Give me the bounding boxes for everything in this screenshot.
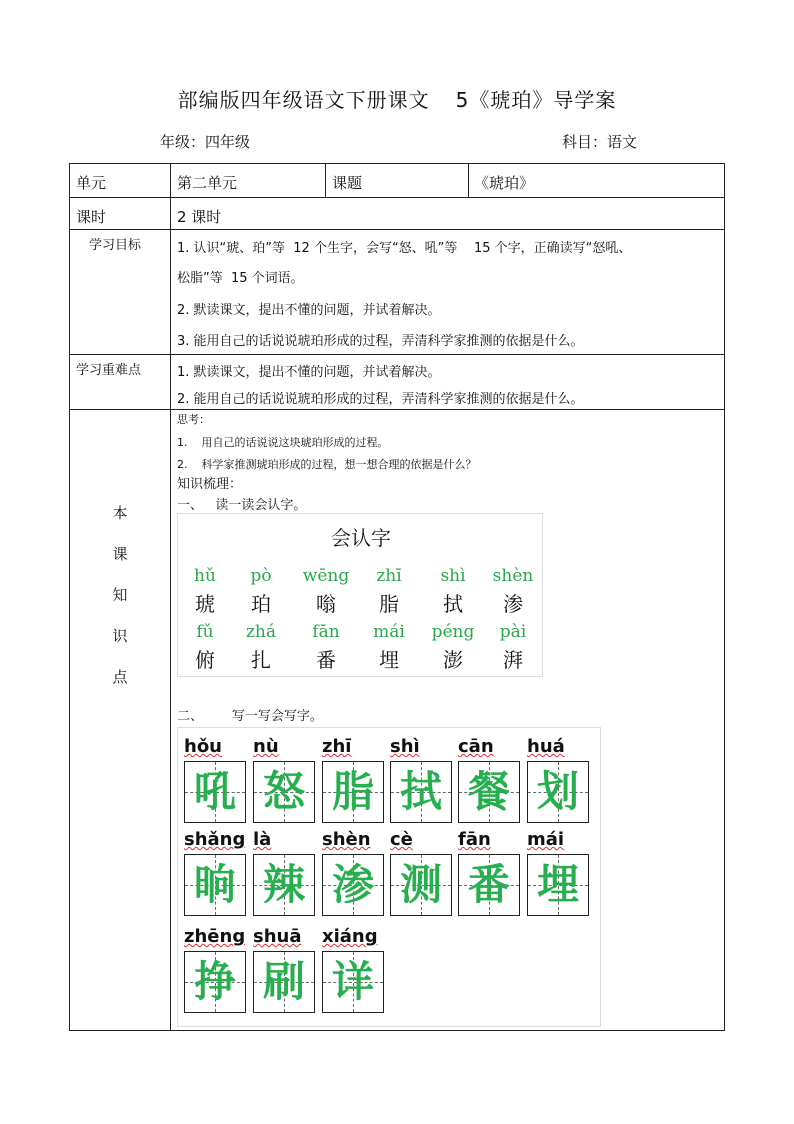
pinyin-label: fān [312,622,340,642]
hanzi-char: 埋 [536,860,579,909]
hanzi-char: 渗 [331,860,374,909]
pinyin-label: mái [527,829,565,850]
think-question: 2. 科学家推测琥珀形成的过程，想一想合理的依据是什么？ [177,458,477,471]
topic-value: 《琥珀》 [474,174,535,192]
hanzi-char: 怒 [262,767,305,816]
pinyin-label: xiáng [322,926,378,947]
tian-grid-square [184,951,246,1013]
hanzi-char: 脂 [331,767,374,816]
write-char-item [458,828,522,916]
pinyin-label: shǎng [184,829,246,850]
pinyin-label: huá [527,736,565,757]
recognize-char-item [485,566,541,617]
hanzi-char: 挣 [193,957,236,1006]
table-rule [69,229,725,230]
tian-grid-square [527,854,589,916]
hanzi-char: 吼 [193,767,236,816]
hanzi-char: 番 [316,648,336,672]
goals-label: 学习目标 [89,238,142,253]
hanzi-char: 扎 [251,648,271,672]
write-char-item [527,735,591,823]
recognize-char-item [361,622,417,673]
pinyin-label: wēng [302,566,350,586]
hanzi-char: 辣 [262,860,305,909]
hanzi-char: 珀 [251,592,271,616]
tian-grid-square [390,761,452,823]
write-char-item [253,828,317,916]
tian-grid-square [390,854,452,916]
write-char-item [390,735,454,823]
unit-value: 第二单元 [177,174,238,192]
pinyin-label: fǔ [196,622,214,642]
recognize-char-item [485,622,541,673]
key-points-label: 学习重难点 [76,363,142,378]
recognize-char-item [298,566,354,617]
hanzi-char: 埋 [379,648,399,672]
table-rule [170,163,171,1031]
pinyin-label: shèn [322,829,371,850]
write-char-item [253,735,317,823]
pinyin-label: zhī [322,736,352,757]
tian-grid-square [253,951,315,1013]
goal-line: 松脂”等 15 个词语。 [177,271,304,286]
recognize-char-item [361,566,417,617]
tian-grid-square [322,854,384,916]
grade-label: 年级：四年级 [160,133,251,151]
pinyin-label: nù [253,736,279,757]
knowledge-label-char: 点 [112,668,128,686]
hanzi-char: 渗 [503,592,523,616]
pinyin-label: shì [440,566,466,586]
title-lesson: 5《琥珀》导学案 [455,88,617,112]
pinyin-label: zhēng [184,926,246,947]
pinyin-label: péng [431,622,475,642]
tian-grid-square [458,854,520,916]
recognize-char-item [177,566,233,617]
knowledge-label-char: 本 [112,504,128,522]
hanzi-char: 餐 [467,767,510,816]
recognize-char-item [177,622,233,673]
recognize-char-item [425,566,481,617]
goal-line: 3. 能用自己的话说说琥珀形成的过程，弄清科学家推测的依据是什么。 [177,334,584,349]
table-rule [69,409,725,410]
tian-grid-square [253,854,315,916]
write-char-item [253,925,317,1013]
pinyin-label: cān [458,736,494,757]
subject-label: 科目：语文 [562,133,638,151]
knowledge-label-char: 识 [112,627,128,645]
hanzi-char: 嗡 [316,592,336,616]
key-point-line: 1. 默读课文，提出不懂的问题，并试着解决。 [177,365,441,380]
hours-label: 课时 [76,208,107,226]
hanzi-char: 湃 [503,648,523,672]
tian-grid-square [527,761,589,823]
pinyin-label: hǒu [184,736,222,757]
recognize-char-item [233,622,289,673]
write-char-item [322,828,386,916]
document-title [0,84,794,113]
recognize-characters-card [177,513,543,677]
topic-label: 课题 [332,174,363,192]
key-point-line: 2. 能用自己的话说说琥珀形成的过程，弄清科学家推测的依据是什么。 [177,392,584,407]
hanzi-char: 刷 [262,957,305,1006]
tian-grid-square [184,761,246,823]
hanzi-char: 俯 [195,648,215,672]
write-char-item [390,828,454,916]
title-main: 部编版四年级语文下册课文 [177,88,430,112]
hanzi-char: 测 [399,860,442,909]
pinyin-label: cè [390,829,413,850]
tian-grid-square [322,951,384,1013]
knowledge-label-char: 课 [112,545,128,563]
recognize-char-item [233,566,289,617]
hours-value: 2 课时 [177,208,222,226]
write-char-item [527,828,591,916]
write-char-item [184,735,248,823]
goal-line: 2. 默读课文，提出不懂的问题，并试着解决。 [177,303,441,318]
hanzi-char: 澎 [443,648,463,672]
think-title: 思考： [177,413,210,426]
pinyin-label: zhī [376,566,402,586]
table-rule [69,354,725,355]
pinyin-label: mái [373,622,405,642]
knowledge-label-char: 知 [112,586,128,604]
pinyin-label: pò [250,566,272,586]
pinyin-label: fān [458,829,491,850]
write-char-item [458,735,522,823]
hanzi-char: 详 [331,957,374,1006]
read-section-title: 一、 读一读会认字。 [177,498,307,513]
write-section-title: 二、 写一写会写字。 [177,709,323,724]
recognize-char-item [425,622,481,673]
hanzi-char: 脂 [379,592,399,616]
goal-line: 1. 认识“琥、珀”等 12 个生字，会写“怒、吼”等 15 个字，正确读写“怒吼、 [177,241,632,256]
recognize-char-item [298,622,354,673]
table-rule [69,197,725,198]
pinyin-label: hǔ [194,566,216,586]
pinyin-label: zhá [245,622,277,642]
tian-grid-square [253,761,315,823]
tian-grid-square [458,761,520,823]
hanzi-char: 划 [536,767,579,816]
write-char-item [322,735,386,823]
write-char-item [184,925,248,1013]
recognize-title: 会认字 [331,526,391,550]
unit-label: 单元 [76,174,107,192]
write-char-item [322,925,386,1013]
table-rule [325,163,326,197]
think-question: 1. 用自己的话说说这块琥珀形成的过程。 [177,436,389,449]
hanzi-char: 拭 [443,592,463,616]
pinyin-label: là [253,829,272,850]
table-rule [468,163,469,197]
hanzi-char: 拭 [399,767,442,816]
hanzi-char: 番 [467,860,510,909]
knowledge-label [70,493,170,698]
write-char-item [184,828,248,916]
pinyin-label: pài [499,622,527,642]
tian-grid-square [322,761,384,823]
pinyin-label: shèn [492,566,534,586]
hanzi-char: 晌 [193,860,236,909]
pinyin-label: shuā [253,926,302,947]
pinyin-label: shì [390,736,420,757]
tian-grid-square [184,854,246,916]
sort-title: 知识梳理： [177,477,243,492]
hanzi-char: 琥 [195,592,215,616]
write-characters-card [177,727,601,1027]
